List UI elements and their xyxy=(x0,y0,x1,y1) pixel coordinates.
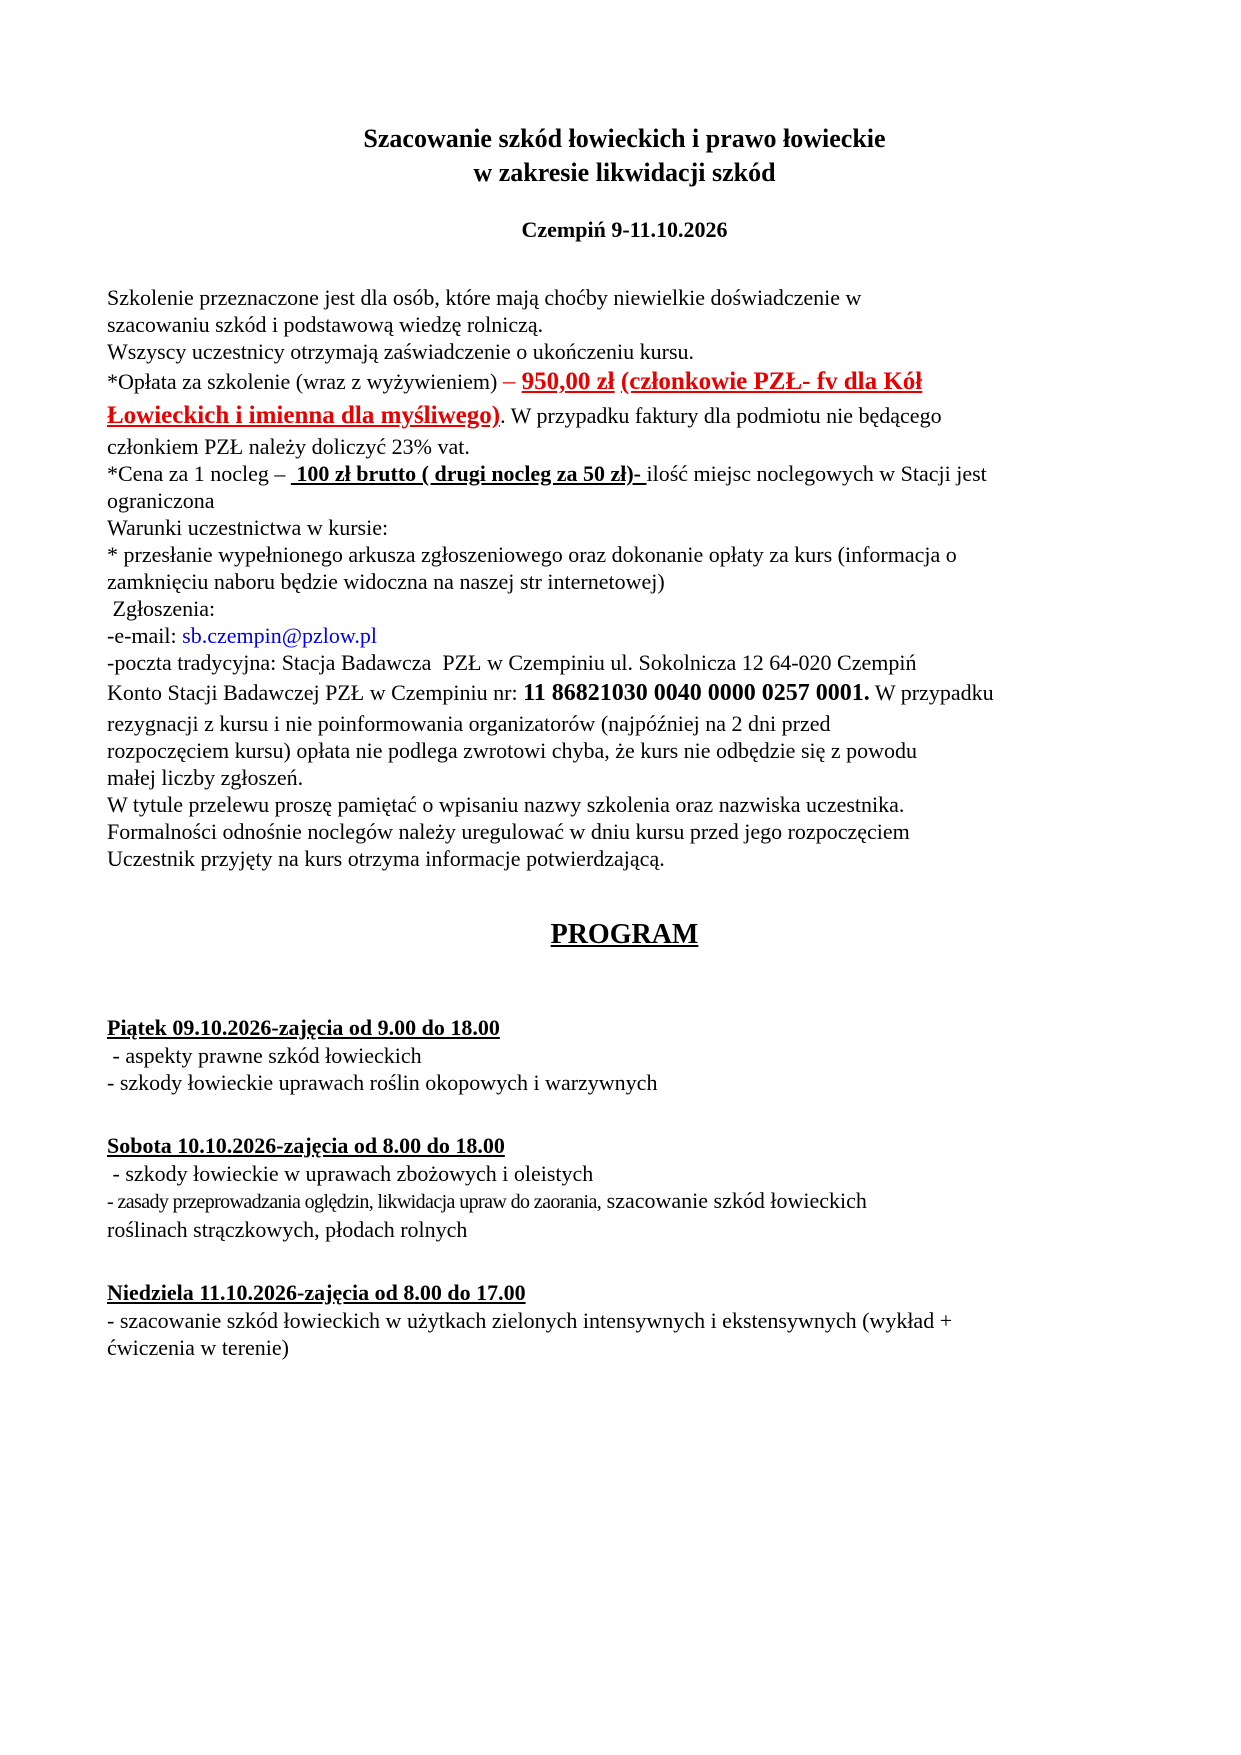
text-run: Czempiń 9-11.10.2026 xyxy=(521,217,728,242)
text-run: - szkody łowieckie w uprawach zbożowych i oleistych xyxy=(107,1161,594,1186)
text-run: - aspekty prawne szkód łowieckich xyxy=(107,1043,422,1068)
intro-line xyxy=(107,284,1142,311)
sunday-item xyxy=(107,1334,1142,1361)
text-run: Szkolenie przeznaczone jest dla osób, które mają choćby niewielkie doświadczenie w xyxy=(107,285,862,310)
text-run: W tytule przelewu proszę pamiętać o wpisaniu nazwy szkolenia oraz nazwiska uczestnika. xyxy=(107,792,905,817)
text-run: Warunki uczestnictwa w kursie: xyxy=(107,515,389,540)
sunday-item xyxy=(107,1307,1142,1334)
text-run: -e-mail: xyxy=(107,623,183,648)
text-run: -poczta tradycyjna: Stacja Badawcza PZŁ w Czempiniu ul. Sokolnicza 12 64-020 Czempiń xyxy=(107,650,917,675)
bank-account-number: 11 86821030 0040 0000 0257 0001. xyxy=(523,680,870,706)
sunday-heading xyxy=(107,1279,1142,1307)
email-line xyxy=(107,622,1142,649)
text-run: – xyxy=(502,368,522,395)
text-run: Piątek 09.10.2026-zajęcia od 9.00 do 18.00 xyxy=(107,1015,500,1040)
lodging-price-line xyxy=(107,460,1142,487)
conditions-line xyxy=(107,568,1142,595)
cancellation-line xyxy=(107,710,1142,737)
text-run: Szacowanie szkód łowieckich i prawo łowieckie xyxy=(363,124,886,153)
text-run: Niedziela 11.10.2026-zajęcia od 8.00 do 17.00 xyxy=(107,1280,526,1305)
text-run: - szkody łowieckie uprawach roślin okopowych i warzywnych xyxy=(107,1070,658,1095)
text-run: rezygnacji z kursu i nie poinformowania organizatorów (najpóźniej na 2 dni przed xyxy=(107,711,831,736)
friday-heading xyxy=(107,1014,1142,1042)
text-run: *Cena za 1 nocleg – xyxy=(107,461,291,486)
text-run: * przesłanie wypełnionego arkusza zgłoszeniowego oraz dokonanie opłaty za kurs (informacja o xyxy=(107,542,957,567)
lodging-formalities-line xyxy=(107,818,1142,845)
email-link[interactable]: sb.czempin@pzlow.pl xyxy=(182,623,377,648)
transfer-title-line xyxy=(107,791,1142,818)
document-title-line1 xyxy=(107,122,1142,156)
saturday-item xyxy=(107,1160,1142,1187)
text-run: Zgłoszenia: xyxy=(107,596,216,621)
course-fee: 950,00 zł xyxy=(521,368,615,395)
fee-line xyxy=(107,399,1142,433)
program-heading xyxy=(107,918,1142,952)
fee-line xyxy=(107,365,1142,399)
saturday-item xyxy=(107,1187,1142,1216)
text-run: Łowieckich i imienna dla myśliwego) xyxy=(107,402,501,429)
event-location-date xyxy=(107,216,1142,244)
text-run: małej liczby zgłoszeń. xyxy=(107,765,304,790)
saturday-item xyxy=(107,1216,1142,1243)
document-title-line2 xyxy=(107,156,1142,190)
text-run: szacowanie szkód łowieckich xyxy=(601,1188,867,1213)
conditions-heading xyxy=(107,514,1142,541)
text-run: Konto Stacji Badawczej PZŁ w Czempiniu nr: xyxy=(107,680,524,705)
text-run: - zasady przeprowadzania oględzin, likwidacja upraw do zaorania, xyxy=(107,1191,602,1213)
conditions-line xyxy=(107,541,1142,568)
vat-line xyxy=(107,433,1142,460)
text-run: szacowaniu szkód i podstawową wiedzę rolniczą. xyxy=(107,312,544,337)
text-run: zamknięciu naboru będzie widoczna na naszej str internetowej) xyxy=(107,569,665,594)
postal-address-line xyxy=(107,649,1142,676)
text-run: W przypadku xyxy=(869,680,994,705)
text-run: członkiem PZŁ należy doliczyć 23% vat. xyxy=(107,434,470,459)
text-run: (członkowie PZŁ- fv dla Kół xyxy=(620,368,923,395)
text-run: Formalności odnośnie noclegów należy uregulować w dniu kursu przed jego rozpoczęciem xyxy=(107,819,910,844)
friday-item xyxy=(107,1042,1142,1069)
lodging-fee: 100 zł brutto ( drugi nocleg za 50 zł)- xyxy=(290,461,647,486)
saturday-heading xyxy=(107,1132,1142,1160)
cancellation-line xyxy=(107,737,1142,764)
text-run: *Opłata za szkolenie (wraz z wyżywieniem) xyxy=(107,369,503,394)
text-run: Uczestnik przyjęty na kurs otrzyma informacje potwierdzającą. xyxy=(107,846,665,871)
applications-heading xyxy=(107,595,1142,622)
friday-item xyxy=(107,1069,1142,1096)
confirmation-line xyxy=(107,845,1142,872)
lodging-price-line xyxy=(107,487,1142,514)
cancellation-line xyxy=(107,764,1142,791)
text-run: Wszyscy uczestnicy otrzymają zaświadczenie o ukończeniu kursu. xyxy=(107,339,695,364)
text-run: ograniczona xyxy=(107,488,215,513)
bank-account-line xyxy=(107,676,1142,710)
text-run: . W przypadku faktury dla podmiotu nie będącego xyxy=(500,403,942,428)
text-run: w zakresie likwidacji szkód xyxy=(473,158,776,187)
text-run: roślinach strączkowych, płodach rolnych xyxy=(107,1217,468,1242)
text-run: rozpoczęciem kursu) opłata nie podlega zwrotowi chyba, że kurs nie odbędzie się z powodu xyxy=(107,738,918,763)
document-body xyxy=(107,122,1142,1361)
text-run: PROGRAM xyxy=(550,919,699,950)
text-run: - szacowanie szkód łowieckich w użytkach zielonych intensywnych i ekstensywnych (wykład + xyxy=(107,1308,953,1333)
certificate-line xyxy=(107,338,1142,365)
text-run: ćwiczenia w terenie) xyxy=(107,1335,289,1360)
text-run: Sobota 10.10.2026-zajęcia od 8.00 do 18.00 xyxy=(107,1133,505,1158)
text-run: ilość miejsc noclegowych w Stacji jest xyxy=(646,461,987,486)
intro-line xyxy=(107,311,1142,338)
